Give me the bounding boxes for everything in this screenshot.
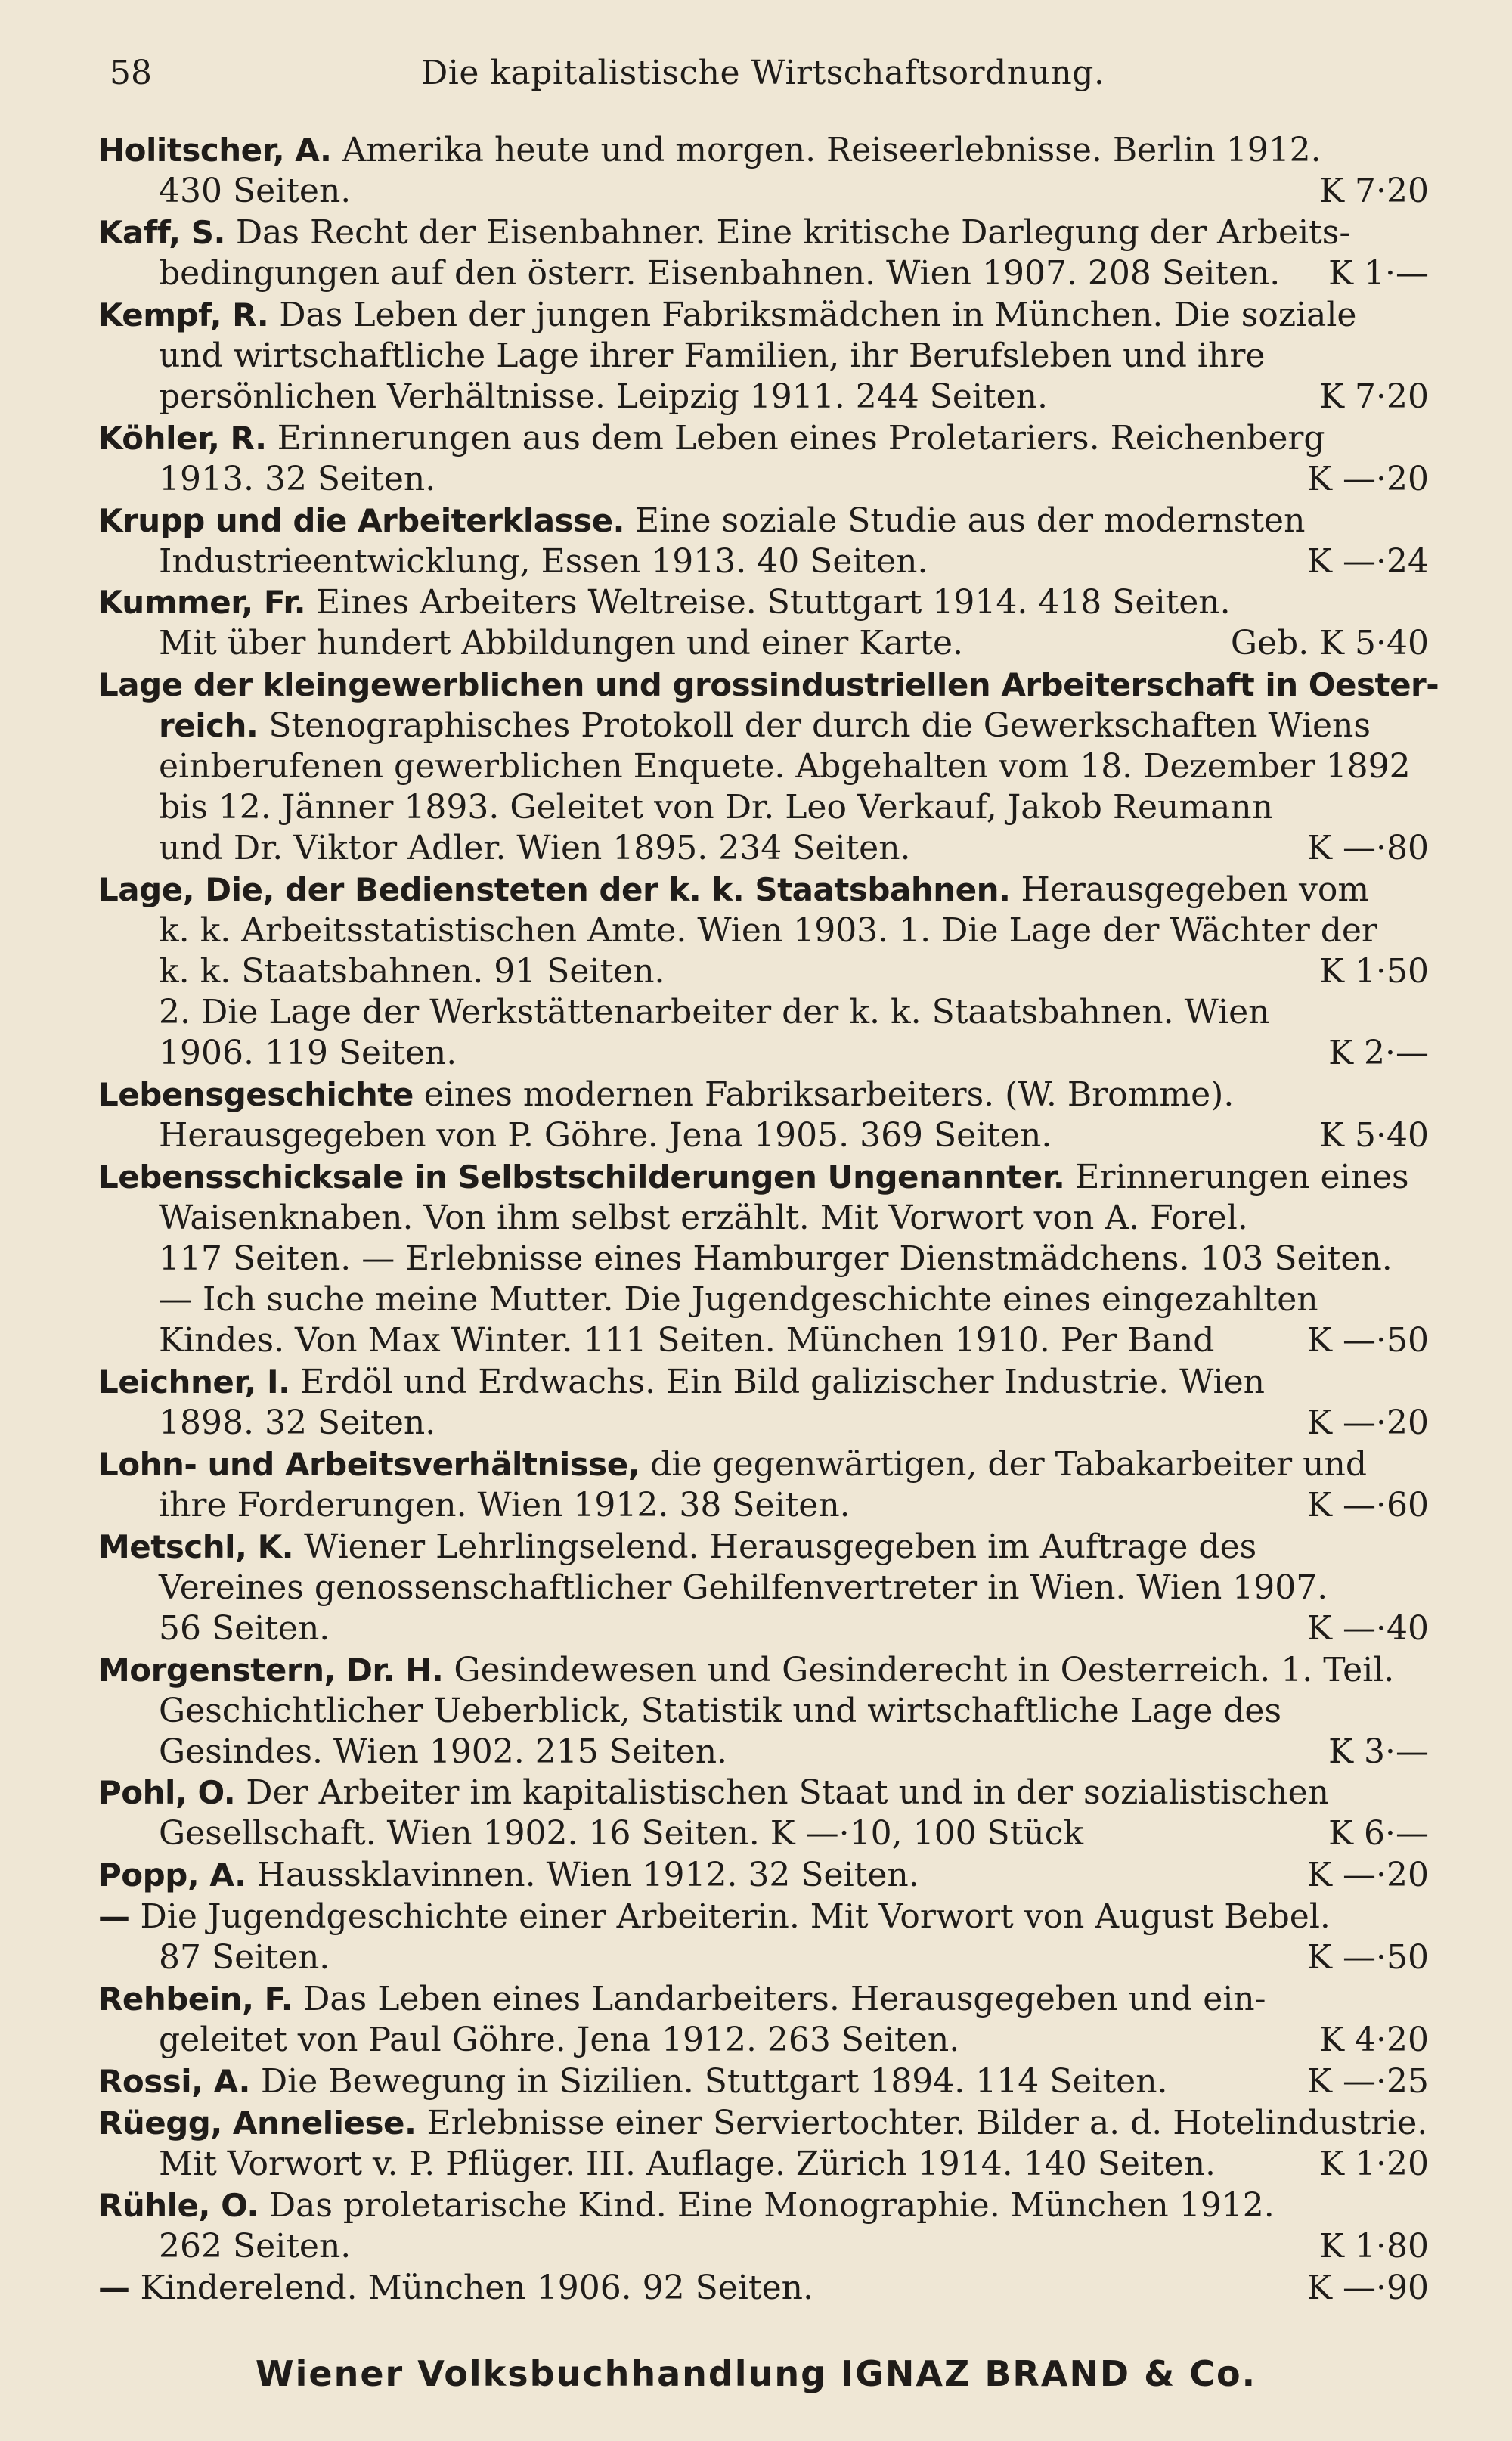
entry-author: Köhler, R.: [98, 419, 267, 457]
entry-text: Das Recht der Eisenbahner. Eine kritische Darlegung der Arbeits-: [225, 212, 1351, 252]
entry-price: Geb. K 5·40: [1230, 624, 1429, 663]
entry-line: [159, 1813, 1429, 1854]
entry-author: Rehbein, F.: [98, 1980, 293, 2018]
entry-text: Herausgegeben vom: [1010, 870, 1370, 910]
page-header: [110, 47, 1402, 100]
bibliography-entry: [98, 665, 1439, 869]
bibliography-entry: [98, 1527, 1429, 1649]
entry-price: K 1·50: [1319, 952, 1429, 991]
entry-text: 2. Die Lage der Werkstättenarbeiter der k. k. Staatsbahnen. Wien: [159, 993, 1270, 1032]
entry-text: Die Bewegung in Sizilien. Stuttgart 1894. 114 Seiten.: [249, 2062, 1168, 2101]
entry-author: Metschl, K.: [98, 1528, 294, 1565]
entry-line: [159, 1403, 1429, 1444]
bibliography-list: [98, 130, 1439, 2309]
entry-text: Haussklavinnen. Wien 1912. 32 Seiten.: [246, 1856, 919, 1895]
entry-line: [159, 1691, 1429, 1732]
entry-line: [98, 1362, 1429, 1403]
entry-text: bedingungen auf den österr. Eisenbahnen. Wien 1907. 208 Seiten.: [159, 253, 1281, 293]
entry-author: Kaff, S.: [98, 213, 225, 251]
entry-price: K 6·—: [1328, 1814, 1429, 1853]
entry-line: [98, 2103, 1429, 2144]
entry-line: [159, 253, 1429, 294]
bibliography-entry: [98, 1650, 1429, 1773]
entry-line: [98, 1773, 1429, 1813]
bibliography-entry: [98, 418, 1429, 500]
entry-text: 117 Seiten. — Erlebnisse eines Hamburger Dienstmädchens. 103 Seiten.: [159, 1239, 1393, 1279]
entry-line: [159, 1568, 1429, 1608]
bibliography-entry: [98, 2061, 1429, 2102]
entry-line: [159, 1239, 1429, 1279]
entry-line: [98, 1527, 1429, 1568]
entry-price: K 7·20: [1319, 377, 1429, 416]
entry-text: 1898. 32 Seiten.: [159, 1403, 436, 1442]
entry-text: Gesindes. Wien 1902. 215 Seiten.: [159, 1732, 728, 1771]
entry-text: Amerika heute und morgen. Reiseerlebnisse. Berlin 1912.: [331, 131, 1321, 169]
entry-author: Lebensgeschichte: [98, 1076, 414, 1114]
entry-line: [159, 1279, 1429, 1320]
entry-line: [98, 2061, 1429, 2102]
entry-price: K 5·40: [1319, 1116, 1429, 1155]
entry-text: Das Leben der jungen Fabriksmädchen in München. Die soziale: [268, 295, 1357, 334]
entry-price: K —·20: [1307, 459, 1429, 498]
entry-text: die gegenwärtigen, der Tabakarbeiter und: [640, 1444, 1368, 1484]
entry-text: Mit Vorwort v. P. Pflüger. III. Auflage. Zürich 1914. 140 Seiten.: [159, 2144, 1216, 2183]
entry-line: [159, 746, 1429, 787]
entry-line: [159, 1198, 1429, 1239]
entry-line: [159, 2144, 1429, 2185]
entry-line: [98, 1075, 1429, 1115]
entry-text: Erinnerungen eines: [1064, 1158, 1409, 1197]
entry-line: [159, 1937, 1429, 1978]
entry-line: [159, 377, 1429, 417]
entry-text: Das proletarische Kind. Eine Monographie. München 1912.: [258, 2185, 1275, 2225]
entry-text: 87 Seiten.: [159, 1938, 330, 1977]
entry-text: Das Leben eines Landarbeiters. Herausgegeben und ein-: [293, 1980, 1266, 2019]
entry-text: persönlichen Verhältnisse. Leipzig 1911. 244 Seiten.: [159, 377, 1048, 416]
entry-line: [98, 870, 1429, 910]
entry-line: [159, 459, 1429, 500]
entry-line: [98, 501, 1429, 541]
entry-line: [98, 212, 1429, 253]
entry-line: [159, 706, 1429, 746]
entry-text: Erdöl und Erdwachs. Ein Bild galizischer Industrie. Wien: [290, 1362, 1266, 1401]
entry-author: —: [98, 2269, 130, 2306]
entry-author: Popp, A.: [98, 1856, 246, 1894]
bibliography-entry: [98, 1773, 1429, 1854]
entry-line: [98, 1157, 1429, 1198]
entry-author: Rossi, A.: [98, 2063, 250, 2101]
entry-line: [159, 1732, 1429, 1773]
entry-price: K —·25: [1307, 2062, 1429, 2101]
entry-author: Lage, Die, der Bediensteten der k. k. Staatsbahnen.: [98, 871, 1011, 909]
entry-line: [159, 1485, 1429, 1526]
entry-price: K —·20: [1307, 1403, 1429, 1442]
entry-price: K —·40: [1307, 1608, 1429, 1648]
bibliography-entry: [98, 1897, 1429, 1978]
entry-price: K 4·20: [1319, 2021, 1429, 2060]
entry-text: und wirtschaftliche Lage ihrer Familien, ihr Berufsleben und ihre: [159, 336, 1266, 375]
entry-line: [98, 1444, 1429, 1485]
bibliography-entry: [98, 1855, 1429, 1896]
entry-text: 262 Seiten.: [159, 2226, 352, 2266]
entry-line: [98, 1979, 1429, 2020]
entry-text: 1913. 32 Seiten.: [159, 459, 436, 498]
entry-text: k. k. Arbeitsstatistischen Amte. Wien 1903. 1. Die Lage der Wächter der: [159, 911, 1377, 951]
bibliography-entry: [98, 1979, 1429, 2061]
entry-text: Gesindewesen und Gesinderecht in Oesterreich. 1. Teil.: [443, 1650, 1395, 1689]
entry-author: Lebensschicksale in Selbstschilderungen Ungenannter.: [98, 1158, 1065, 1196]
entry-line: [98, 295, 1429, 336]
entry-line: [159, 1608, 1429, 1649]
entry-line: [159, 992, 1429, 1033]
entry-line: [98, 130, 1429, 171]
entry-text: und Dr. Viktor Adler. Wien 1895. 234 Seiten.: [159, 829, 911, 868]
entry-line: [98, 582, 1429, 623]
entry-text: eines modernen Fabriksarbeiters. (W. Bromme).: [413, 1075, 1235, 1115]
entry-line: [159, 951, 1429, 992]
entry-line: [159, 828, 1429, 869]
entry-text: ihre Forderungen. Wien 1912. 38 Seiten.: [159, 1485, 850, 1524]
entry-text: Geschichtlicher Ueberblick, Statistik und wirtschaftliche Lage des: [159, 1691, 1282, 1730]
entry-line: [98, 1897, 1429, 1937]
entry-line: [98, 2185, 1429, 2226]
entry-text: 56 Seiten.: [159, 1608, 330, 1648]
entry-price: K 3·—: [1328, 1732, 1429, 1771]
entry-author: Lage der kleingewerblichen und grossindustriellen Arbeiterschaft in Oester-: [98, 666, 1439, 704]
entry-line: [98, 1650, 1429, 1691]
entry-line: [159, 787, 1429, 828]
entry-line: [159, 910, 1429, 951]
bibliography-entry: [98, 582, 1429, 664]
entry-text: Waisenknaben. Von ihm selbst erzählt. Mit Vorwort von A. Forel.: [159, 1199, 1248, 1238]
entry-text: geleitet von Paul Göhre. Jena 1912. 263 Seiten.: [159, 2021, 960, 2060]
entry-price: K —·60: [1307, 1485, 1429, 1524]
entry-text: k. k. Staatsbahnen. 91 Seiten.: [159, 952, 665, 991]
entry-text: Mit über hundert Abbildungen und einer Karte.: [159, 624, 964, 663]
entry-price: K 1·20: [1319, 2144, 1429, 2183]
entry-author: Krupp und die Arbeiterklasse.: [98, 501, 625, 539]
bibliography-entry: [98, 295, 1429, 417]
entry-text: Herausgegeben von P. Göhre. Jena 1905. 369 Seiten.: [159, 1116, 1052, 1155]
entry-price: K 2·—: [1328, 1034, 1429, 1073]
entry-text: Eines Arbeiters Weltreise. Stuttgart 1914. 418 Seiten.: [305, 583, 1231, 622]
bibliography-entry: [98, 130, 1429, 212]
entry-text: einberufenen gewerblichen Enquete. Abgehalten vom 18. Dezember 1892: [159, 747, 1411, 786]
entry-author: Morgenstern, Dr. H.: [98, 1651, 444, 1689]
entry-text: bis 12. Jänner 1893. Geleitet von Dr. Leo Verkauf, Jakob Reumann: [159, 788, 1273, 827]
entry-line: [159, 2226, 1429, 2267]
entry-line: [98, 1855, 1429, 1896]
entry-text: — Ich suche meine Mutter. Die Jugendgeschichte eines eingezahlten: [159, 1280, 1318, 1320]
entry-text: Erlebnisse einer Serviertochter. Bilder a. d. Hotelindustrie.: [416, 2103, 1428, 2142]
bibliography-entry: [98, 1075, 1429, 1156]
bibliography-entry: [98, 2103, 1429, 2185]
entry-author: Rühle, O.: [98, 2186, 259, 2224]
entry-text: Kindes. Von Max Winter. 111 Seiten. München 1910. Per Band: [159, 1321, 1215, 1360]
entry-author: Kempf, R.: [98, 296, 269, 333]
entry-price: K 1·—: [1328, 253, 1429, 293]
entry-price: K —·50: [1307, 1938, 1429, 1977]
entry-price: K —·90: [1307, 2268, 1429, 2307]
entry-text: Vereines genossenschaftlicher Gehilfenvertreter in Wien. Wien 1907.: [159, 1568, 1328, 1607]
entry-author: Kummer, Fr.: [98, 584, 306, 622]
entry-line: [159, 1320, 1429, 1361]
entry-line: [159, 2020, 1429, 2061]
entry-author-cont: reich.: [159, 707, 259, 745]
entry-price: K 1·80: [1319, 2226, 1429, 2266]
entry-line: [98, 2268, 1429, 2309]
bibliography-entry: [98, 501, 1429, 582]
entry-line: [159, 541, 1429, 582]
entry-line: [159, 1033, 1429, 1074]
bibliography-entry: [98, 1362, 1429, 1444]
bibliography-entry: [98, 1157, 1429, 1361]
bibliography-entry: [98, 870, 1429, 1074]
entry-text: Gesellschaft. Wien 1902. 16 Seiten. K —·10, 100 Stück: [159, 1814, 1084, 1853]
entry-line: [159, 336, 1429, 377]
bibliography-entry: [98, 212, 1429, 294]
entry-text: Eine soziale Studie aus der modernsten: [624, 501, 1306, 540]
publisher-imprint: Wiener Volksbuchhandlung IGNAZ BRAND & Co.: [255, 2353, 1257, 2394]
bibliography-entry: [98, 2268, 1429, 2309]
entry-line: [98, 665, 1439, 706]
entry-author: Leichner, I.: [98, 1363, 290, 1400]
entry-text: 1906. 119 Seiten.: [159, 1034, 457, 1073]
entry-price: K 7·20: [1319, 172, 1429, 210]
entry-price: K —·80: [1307, 829, 1429, 868]
entry-author: Lohn- und Arbeitsverhältnisse,: [98, 1445, 640, 1483]
entry-text: Wiener Lehrlingselend. Herausgegeben im Auftrage des: [293, 1527, 1257, 1566]
bibliography-entry: [98, 2185, 1429, 2267]
entry-line: [159, 1115, 1429, 1156]
entry-author: —: [98, 1898, 130, 1936]
entry-line: [98, 418, 1429, 459]
entry-text: Der Arbeiter im kapitalistischen Staat und in der sozialistischen: [235, 1773, 1330, 1813]
bibliography-entry: [98, 1444, 1429, 1526]
running-title: Die kapitalistische Wirtschaftsordnung.: [421, 54, 1105, 92]
entry-author: Holitscher, A.: [98, 132, 332, 169]
entry-text: Die Jugendgeschichte einer Arbeiterin. Mit Vorwort von August Bebel.: [129, 1897, 1331, 1937]
page-number: 58: [110, 54, 152, 92]
entry-price: K —·20: [1307, 1856, 1429, 1895]
entry-author: Rüegg, Anneliese.: [98, 2104, 417, 2142]
entry-line: [159, 171, 1429, 212]
entry-price: K —·50: [1307, 1321, 1429, 1360]
entry-text: 430 Seiten.: [159, 172, 352, 210]
entry-author: Pohl, O.: [98, 1774, 236, 1812]
entry-price: K —·24: [1307, 541, 1429, 581]
entry-text: Stenographisches Protokoll der durch die Gewerkschaften Wiens: [258, 706, 1371, 746]
entry-text: Kinderelend. München 1906. 92 Seiten.: [129, 2268, 813, 2307]
entry-text: Erinnerungen aus dem Leben eines Proletariers. Reichenberg: [266, 418, 1325, 457]
entry-text: Industrieentwicklung, Essen 1913. 40 Seiten.: [159, 541, 928, 581]
